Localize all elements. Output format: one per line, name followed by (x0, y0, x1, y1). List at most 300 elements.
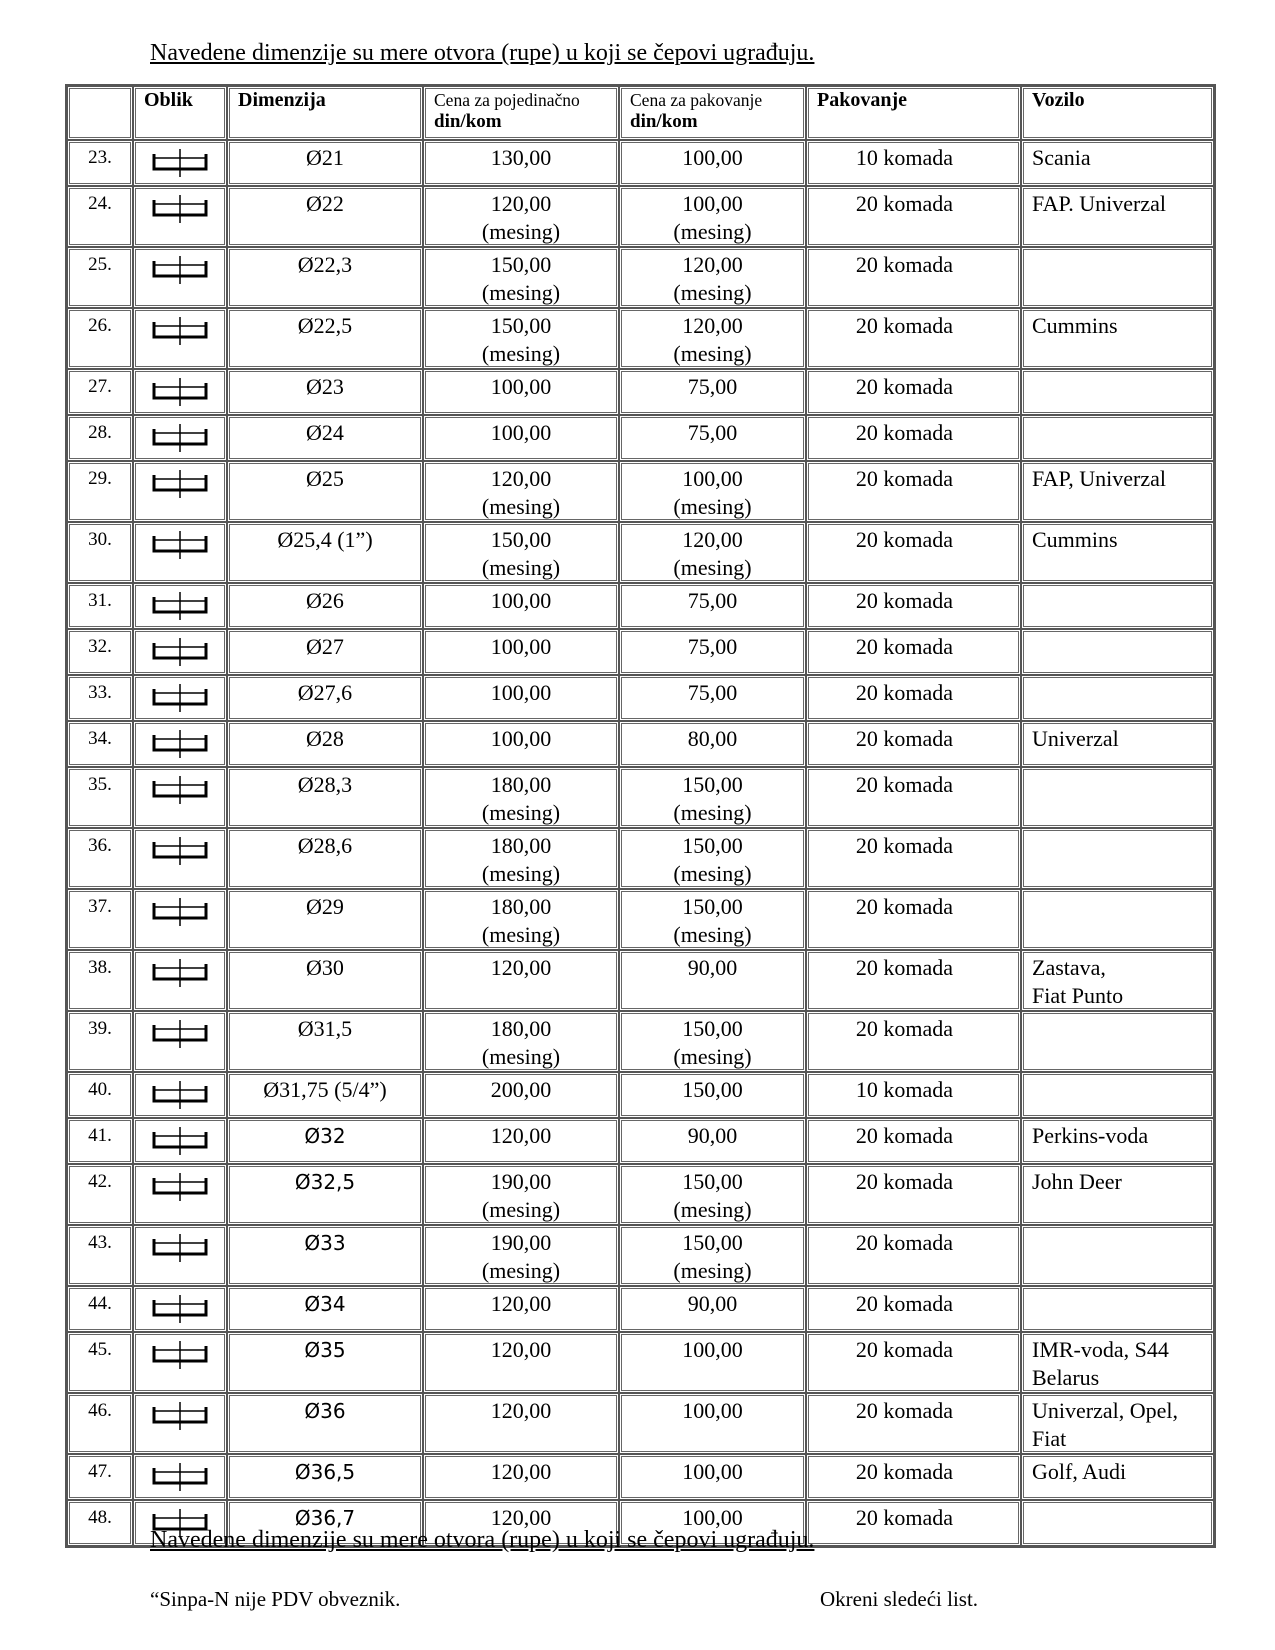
price-single-cell (423, 767, 619, 828)
vehicle-cell (1021, 522, 1214, 583)
packaging-cell: 10 komada (806, 140, 1021, 186)
packaging-cell: 10 komada (806, 1072, 1021, 1118)
price-pack-material: (mesing) (673, 555, 752, 580)
dimension-cell: Ø24 (227, 415, 423, 461)
packaging-cell: 20 komada (806, 1332, 1021, 1393)
plug-cap-icon (151, 897, 209, 934)
vehicle-cell (1021, 721, 1214, 767)
price-single-value: 180,00 (490, 772, 552, 797)
shape-cell (133, 583, 227, 629)
vehicle-line-2: Belarus (1032, 1365, 1100, 1390)
header-price-single (423, 86, 619, 140)
table-row (67, 1118, 1214, 1164)
dimension-cell: Ø23 (227, 369, 423, 415)
note-top: Navedene dimenzije su mere otvora (rupe) u koji se čepovi ugrađuju. (150, 40, 815, 66)
packaging-cell: 20 komada (806, 186, 1021, 247)
packaging-cell: 20 komada (806, 1011, 1021, 1072)
vehicle-cell (1021, 583, 1214, 629)
vehicle-line-1: Cummins (1032, 527, 1118, 552)
price-pack-value: 80,00 (687, 726, 738, 751)
plug-cap-icon (151, 469, 209, 506)
price-single-cell (423, 1225, 619, 1286)
price-pack-cell (619, 1164, 806, 1225)
vehicle-cell (1021, 1072, 1214, 1118)
dimension-cell: Ø26 (227, 583, 423, 629)
table-row (67, 186, 1214, 247)
packaging-cell: 20 komada (806, 1225, 1021, 1286)
price-pack-value: 100,00 (682, 466, 743, 491)
price-single-material: (mesing) (481, 280, 561, 305)
price-pack-cell (619, 828, 806, 889)
price-pack-material: (mesing) (673, 494, 752, 519)
plug-cap-icon (151, 591, 209, 628)
price-single-cell (423, 1332, 619, 1393)
shape-cell (133, 1072, 227, 1118)
row-number: 34. (67, 721, 133, 767)
packaging-cell: 20 komada (806, 247, 1021, 308)
price-pack-material: (mesing) (673, 861, 752, 886)
price-single-value: 180,00 (490, 1016, 552, 1041)
price-pack-value: 150,00 (682, 833, 743, 858)
header-number (67, 86, 133, 140)
vehicle-cell (1021, 369, 1214, 415)
packaging-cell: 20 komada (806, 1393, 1021, 1454)
header-price-pack (619, 86, 806, 140)
vehicle-line-2: Fiat (1032, 1426, 1067, 1451)
price-single-value: 190,00 (490, 1230, 552, 1255)
price-single-cell (423, 950, 619, 1011)
price-pack-cell (619, 1011, 806, 1072)
dimension-cell: Ø27,6 (227, 675, 423, 721)
dimension-cell: Ø28 (227, 721, 423, 767)
plug-cap-icon (151, 1126, 209, 1163)
plug-cap-icon (151, 1019, 209, 1056)
price-single-value: 150,00 (490, 252, 552, 277)
price-pack-material: (mesing) (673, 341, 752, 366)
vehicle-cell (1021, 629, 1214, 675)
packaging-cell: 20 komada (806, 828, 1021, 889)
table-row (67, 1011, 1214, 1072)
plug-cap-icon (151, 637, 209, 674)
price-single-material: (mesing) (481, 494, 561, 519)
price-pack-value: 75,00 (687, 374, 738, 399)
table-row (67, 461, 1214, 522)
vehicle-line-1: Cummins (1032, 313, 1118, 338)
shape-cell (133, 1286, 227, 1332)
price-pack-cell (619, 461, 806, 522)
price-single-cell (423, 1454, 619, 1500)
dimension-cell: Ø22,3 (227, 247, 423, 308)
row-number: 26. (67, 308, 133, 369)
packaging-cell: 20 komada (806, 675, 1021, 721)
dimension-cell: Ø25 (227, 461, 423, 522)
price-pack-cell (619, 1286, 806, 1332)
price-single-cell (423, 675, 619, 721)
price-pack-cell (619, 767, 806, 828)
table-row (67, 1286, 1214, 1332)
price-pack-cell (619, 721, 806, 767)
vehicle-line-1: FAP, Univerzal (1032, 466, 1167, 491)
plug-cap-icon (151, 377, 209, 414)
price-pack-value: 75,00 (687, 680, 738, 705)
vehicle-cell (1021, 889, 1214, 950)
plug-cap-icon (151, 958, 209, 995)
table-row (67, 1164, 1214, 1225)
row-number: 44. (67, 1286, 133, 1332)
price-single-material: (mesing) (481, 219, 561, 244)
row-number: 36. (67, 828, 133, 889)
price-single-value: 120,00 (490, 1398, 552, 1423)
row-number: 41. (67, 1118, 133, 1164)
dimension-cell: Ø32,5 (227, 1164, 423, 1225)
row-number: 27. (67, 369, 133, 415)
price-pack-cell (619, 308, 806, 369)
shape-cell (133, 767, 227, 828)
table-row (67, 828, 1214, 889)
packaging-cell: 20 komada (806, 308, 1021, 369)
shape-cell (133, 950, 227, 1011)
shape-cell (133, 629, 227, 675)
vehicle-line-1: IMR-voda, S44 (1032, 1337, 1169, 1362)
vehicle-cell (1021, 675, 1214, 721)
price-pack-value: 120,00 (682, 527, 743, 552)
price-single-value: 150,00 (490, 527, 552, 552)
price-pack-value: 150,00 (682, 1169, 743, 1194)
price-single-value: 120,00 (490, 1505, 552, 1530)
dimension-cell: Ø29 (227, 889, 423, 950)
price-pack-cell (619, 140, 806, 186)
vehicle-cell (1021, 1454, 1214, 1500)
price-single-material: (mesing) (481, 1258, 561, 1283)
plug-cap-icon (151, 423, 209, 460)
table-row (67, 1454, 1214, 1500)
price-pack-value: 100,00 (682, 145, 743, 170)
plug-cap-icon (151, 1233, 209, 1270)
row-number: 24. (67, 186, 133, 247)
vehicle-line-1: Zastava, (1032, 955, 1106, 980)
packaging-cell: 20 komada (806, 1118, 1021, 1164)
row-number: 32. (67, 629, 133, 675)
plug-cap-icon (151, 1294, 209, 1331)
table-row (67, 308, 1214, 369)
plug-cap-icon (151, 255, 209, 292)
shape-cell (133, 522, 227, 583)
price-single-value: 100,00 (490, 680, 552, 705)
price-pack-value: 150,00 (682, 894, 743, 919)
vehicle-cell (1021, 1393, 1214, 1454)
shape-cell (133, 186, 227, 247)
vehicle-cell (1021, 1118, 1214, 1164)
vehicle-line-1: FAP. Univerzal (1032, 191, 1167, 216)
header-dimension: Dimenzija (227, 86, 423, 140)
vehicle-cell (1021, 1164, 1214, 1225)
table-row (67, 369, 1214, 415)
price-single-cell (423, 1011, 619, 1072)
header-price-pack-unit: din/kom (630, 111, 698, 132)
vehicle-line-1: Univerzal (1032, 726, 1119, 751)
price-single-value: 150,00 (490, 313, 552, 338)
row-number: 35. (67, 767, 133, 828)
price-pack-value: 75,00 (687, 588, 738, 613)
price-single-value: 180,00 (490, 833, 552, 858)
price-pack-material: (mesing) (673, 280, 752, 305)
vehicle-cell (1021, 415, 1214, 461)
shape-cell (133, 369, 227, 415)
dimension-cell: Ø30 (227, 950, 423, 1011)
plug-cap-icon (151, 316, 209, 353)
vehicle-cell (1021, 1011, 1214, 1072)
price-single-value: 100,00 (490, 634, 552, 659)
table-row (67, 583, 1214, 629)
table-row (67, 247, 1214, 308)
price-single-cell (423, 308, 619, 369)
price-pack-value: 100,00 (682, 1505, 743, 1530)
vehicle-cell (1021, 186, 1214, 247)
price-single-cell (423, 369, 619, 415)
price-single-cell (423, 140, 619, 186)
price-single-material: (mesing) (481, 922, 561, 947)
table-row (67, 950, 1214, 1011)
packaging-cell: 20 komada (806, 1500, 1021, 1546)
price-pack-value: 150,00 (682, 1077, 743, 1102)
price-single-value: 120,00 (490, 466, 552, 491)
vehicle-cell (1021, 247, 1214, 308)
table-row (67, 767, 1214, 828)
price-single-cell (423, 721, 619, 767)
shape-cell (133, 1225, 227, 1286)
packaging-cell: 20 komada (806, 950, 1021, 1011)
dimension-cell: Ø33 (227, 1225, 423, 1286)
price-single-cell (423, 1072, 619, 1118)
plug-cap-icon (151, 194, 209, 231)
price-single-cell (423, 629, 619, 675)
shape-cell (133, 1164, 227, 1225)
price-single-cell (423, 186, 619, 247)
header-packaging: Pakovanje (806, 86, 1021, 140)
price-single-value: 100,00 (490, 374, 552, 399)
vehicle-line-1: Golf, Audi (1032, 1459, 1127, 1484)
price-single-value: 100,00 (490, 588, 552, 613)
packaging-cell: 20 komada (806, 721, 1021, 767)
price-pack-value: 90,00 (687, 1291, 738, 1316)
row-number: 43. (67, 1225, 133, 1286)
shape-cell (133, 675, 227, 721)
price-single-cell (423, 461, 619, 522)
vehicle-cell (1021, 140, 1214, 186)
price-table (65, 84, 1216, 1548)
dimension-cell: Ø31,75 (5/4”) (227, 1072, 423, 1118)
vehicle-cell (1021, 1500, 1214, 1546)
row-number: 33. (67, 675, 133, 721)
vehicle-cell (1021, 1225, 1214, 1286)
price-pack-cell (619, 950, 806, 1011)
shape-cell (133, 828, 227, 889)
price-pack-cell (619, 369, 806, 415)
row-number: 28. (67, 415, 133, 461)
row-number: 42. (67, 1164, 133, 1225)
packaging-cell: 20 komada (806, 583, 1021, 629)
price-single-cell (423, 889, 619, 950)
shape-cell (133, 1393, 227, 1454)
plug-cap-icon (151, 729, 209, 766)
table-row (67, 522, 1214, 583)
price-pack-value: 150,00 (682, 1016, 743, 1041)
plug-cap-icon (151, 1172, 209, 1209)
dimension-cell: Ø35 (227, 1332, 423, 1393)
price-pack-cell (619, 1072, 806, 1118)
dimension-cell: Ø22,5 (227, 308, 423, 369)
price-pack-cell (619, 1332, 806, 1393)
price-single-value: 120,00 (490, 955, 552, 980)
packaging-cell: 20 komada (806, 461, 1021, 522)
price-single-value: 130,00 (490, 145, 552, 170)
price-pack-material: (mesing) (673, 1258, 752, 1283)
plug-cap-icon (151, 836, 209, 873)
packaging-cell: 20 komada (806, 629, 1021, 675)
shape-cell (133, 247, 227, 308)
price-pack-cell (619, 522, 806, 583)
row-number: 40. (67, 1072, 133, 1118)
footer-vat-note: “Sinpa-N nije PDV obveznik. (150, 1587, 401, 1611)
dimension-cell: Ø28,3 (227, 767, 423, 828)
row-number: 30. (67, 522, 133, 583)
dimension-cell: Ø22 (227, 186, 423, 247)
note-bottom: Navedene dimenzije su mere otvora (rupe) u koji se čepovi ugrađuju. (150, 1527, 815, 1553)
price-single-value: 200,00 (490, 1077, 552, 1102)
price-pack-value: 150,00 (682, 772, 743, 797)
table-row (67, 889, 1214, 950)
price-single-cell (423, 1164, 619, 1225)
vehicle-line-1: Perkins-voda (1032, 1123, 1149, 1148)
plug-cap-icon (151, 1462, 209, 1499)
price-pack-value: 90,00 (687, 1123, 738, 1148)
table-row (67, 1072, 1214, 1118)
price-pack-value: 120,00 (682, 252, 743, 277)
dimension-cell: Ø36,5 (227, 1454, 423, 1500)
price-pack-cell (619, 415, 806, 461)
vehicle-cell (1021, 1286, 1214, 1332)
shape-cell (133, 1011, 227, 1072)
price-pack-cell (619, 889, 806, 950)
packaging-cell: 20 komada (806, 889, 1021, 950)
price-pack-cell (619, 1454, 806, 1500)
table-header-row (67, 86, 1214, 140)
price-pack-value: 75,00 (687, 420, 738, 445)
shape-cell (133, 140, 227, 186)
vehicle-line-1: Scania (1032, 145, 1091, 170)
dimension-cell: Ø36,7 (227, 1500, 423, 1546)
price-single-value: 100,00 (490, 420, 552, 445)
table-row (67, 1332, 1214, 1393)
row-number: 37. (67, 889, 133, 950)
row-number: 23. (67, 140, 133, 186)
header-shape: Oblik (133, 86, 227, 140)
vehicle-cell (1021, 308, 1214, 369)
plug-cap-icon (151, 1340, 209, 1377)
table-row (67, 140, 1214, 186)
price-pack-cell (619, 583, 806, 629)
price-single-value: 120,00 (490, 1291, 552, 1316)
price-pack-cell (619, 186, 806, 247)
price-pack-cell (619, 1225, 806, 1286)
price-pack-material: (mesing) (673, 922, 752, 947)
table-row (67, 1225, 1214, 1286)
shape-cell (133, 889, 227, 950)
price-single-cell (423, 415, 619, 461)
dimension-cell: Ø36 (227, 1393, 423, 1454)
price-pack-value: 90,00 (687, 955, 738, 980)
price-single-material: (mesing) (481, 861, 561, 886)
packaging-cell: 20 komada (806, 522, 1021, 583)
row-number: 46. (67, 1393, 133, 1454)
row-number: 39. (67, 1011, 133, 1072)
price-single-value: 120,00 (490, 1459, 552, 1484)
table-row (67, 629, 1214, 675)
vehicle-line-1: John Deer (1032, 1169, 1122, 1194)
dimension-cell: Ø31,5 (227, 1011, 423, 1072)
footer-turn-page: Okreni sledeći list. (820, 1587, 979, 1611)
dimension-cell: Ø28,6 (227, 828, 423, 889)
header-vehicle: Vozilo (1021, 86, 1214, 140)
price-pack-cell (619, 675, 806, 721)
price-single-cell (423, 247, 619, 308)
dimension-cell: Ø25,4 (1”) (227, 522, 423, 583)
shape-cell (133, 461, 227, 522)
packaging-cell: 20 komada (806, 1454, 1021, 1500)
price-single-cell (423, 583, 619, 629)
vehicle-line-1: Univerzal, Opel, (1032, 1398, 1178, 1423)
plug-cap-icon (151, 683, 209, 720)
price-pack-value: 100,00 (682, 1398, 743, 1423)
plug-cap-icon (151, 1080, 209, 1117)
price-single-cell (423, 522, 619, 583)
price-single-material: (mesing) (481, 341, 561, 366)
plug-cap-icon (151, 148, 209, 185)
packaging-cell: 20 komada (806, 767, 1021, 828)
price-single-value: 120,00 (490, 1337, 552, 1362)
price-single-cell (423, 1118, 619, 1164)
shape-cell (133, 415, 227, 461)
price-single-value: 100,00 (490, 726, 552, 751)
price-pack-value: 150,00 (682, 1230, 743, 1255)
packaging-cell: 20 komada (806, 415, 1021, 461)
price-pack-value: 75,00 (687, 634, 738, 659)
price-pack-cell (619, 1393, 806, 1454)
price-pack-value: 100,00 (682, 1337, 743, 1362)
header-price-single-label: Cena za pojedinačno (434, 90, 580, 110)
shape-cell (133, 721, 227, 767)
price-single-material: (mesing) (481, 555, 561, 580)
row-number: 45. (67, 1332, 133, 1393)
price-pack-material: (mesing) (673, 800, 752, 825)
vehicle-cell (1021, 461, 1214, 522)
row-number: 48. (67, 1500, 133, 1546)
price-single-value: 180,00 (490, 894, 552, 919)
price-pack-material: (mesing) (673, 1197, 752, 1222)
table-body (67, 140, 1214, 1546)
plug-cap-icon (151, 1401, 209, 1438)
packaging-cell: 20 komada (806, 369, 1021, 415)
shape-cell (133, 308, 227, 369)
row-number: 29. (67, 461, 133, 522)
price-pack-value: 100,00 (682, 1459, 743, 1484)
price-single-value: 190,00 (490, 1169, 552, 1194)
price-pack-material: (mesing) (673, 1044, 752, 1069)
header-price-single-unit: din/kom (434, 111, 502, 132)
vehicle-cell (1021, 828, 1214, 889)
table-row (67, 1393, 1214, 1454)
shape-cell (133, 1332, 227, 1393)
